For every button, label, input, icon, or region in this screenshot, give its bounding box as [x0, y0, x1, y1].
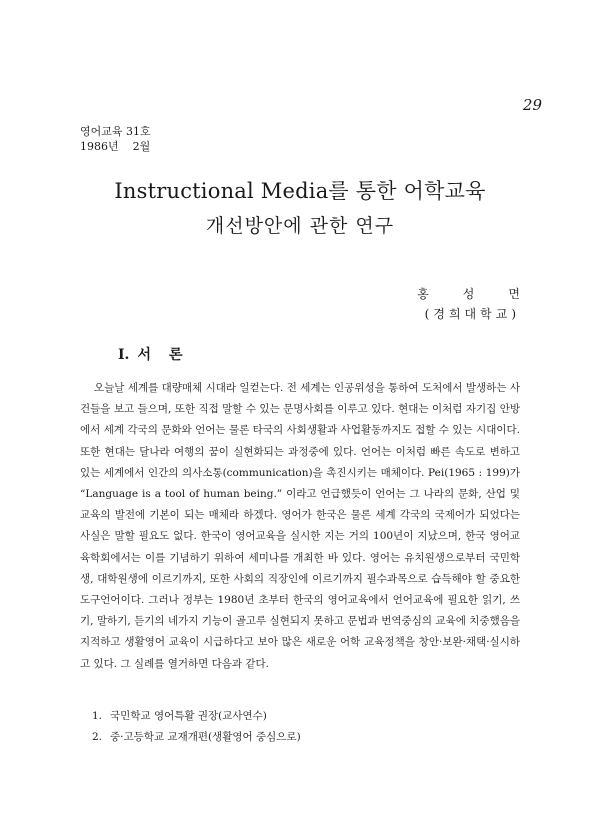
policy-list: [92, 706, 301, 748]
section-title: 서론: [137, 347, 201, 363]
list-item-text: 중·고등학교 교재개편(생활영어 중심으로): [110, 731, 301, 743]
journal-issue: 영어교육 31호: [80, 125, 151, 138]
section-number: I.: [118, 347, 130, 363]
page-number: 29: [522, 96, 542, 114]
journal-date: 1986년 2월: [80, 140, 151, 153]
author-block: [417, 284, 554, 324]
body-paragraph: 오늘날 세계를 대량매체 시대라 일컫는다. 전 세계는 인공위성을 통하여 도처에서 발생하는 사건들을 보고 들으며, 또한 직접 말할 수 있는 문명사회를 이루고 있다. 현대는 이처럼 자기집 안방에서 세계 각국의 문화와 언어는 물론 타국의 사회생활과 사업활동까지도 접할 수 있는 시대이다. 또한 현대는 달나라 여행의 꿈이 실현화되는 과정중에 있다. 언어는 이처럼 빠른 속도로 변하고 있는 세계에서 인간의 의사소통(communication)을 촉진시키는 매체이다. Pei(1965 : 199)가 “Language is a tool of human being.” 이라고 언급했듯이 언어는 그 나라의 문화, 산업 및 교육의 발전에 기본이 되는 매체라 하겠다. 영어가 한국은 물론 세계 각국의 국제어가 되었다는 사실은 말할 필요도 없다. 한국이 영어교육을 실시한 지는 거의 100년이 지났으며, 한국 영어교육학회에서는 이를 기념하기 위하여 세미나를 개최한 바 있다. 영어는 유치원생으로부터 국민학생, 대학원생에 이르기까지, 또한 사회의 직장인에 이르기까지 필수과목으로 습득해야 할 중요한 도구언어이다. 그러나 정부는 1980년 초부터 한국의 영어교육에서 언어교육에 필요한 읽기, 쓰기, 말하기, 듣기의 네가지 기능이 골고루 실현되지 못하고 문법과 번역중심의 교육에 치중했음을 지적하고 생활영어 교육이 시급하다고 보아 많은 새로운 어학 교육정책을 창안·보완·채택·실시하고 있다. 그 실례를 열거하면 다음과 같다.: [80, 382, 520, 670]
body-text: [80, 378, 520, 675]
author-name: 홍성면: [417, 287, 554, 301]
paper-title: [0, 176, 600, 242]
list-item: [92, 706, 301, 727]
list-item-text: 국민학교 영어특활 권장(교사연수): [110, 710, 267, 722]
list-item-number: 1.: [92, 710, 103, 722]
author-affiliation: (경희대학교): [424, 307, 520, 321]
paper-title-line2: 개선방안에 관한 연구: [205, 215, 395, 237]
list-item: [92, 727, 301, 748]
section-heading: [118, 344, 201, 364]
paper-title-line1: Instructional Media를 통한 어학교육: [114, 179, 486, 203]
list-item-number: 2.: [92, 731, 103, 743]
journal-info: [80, 124, 151, 154]
